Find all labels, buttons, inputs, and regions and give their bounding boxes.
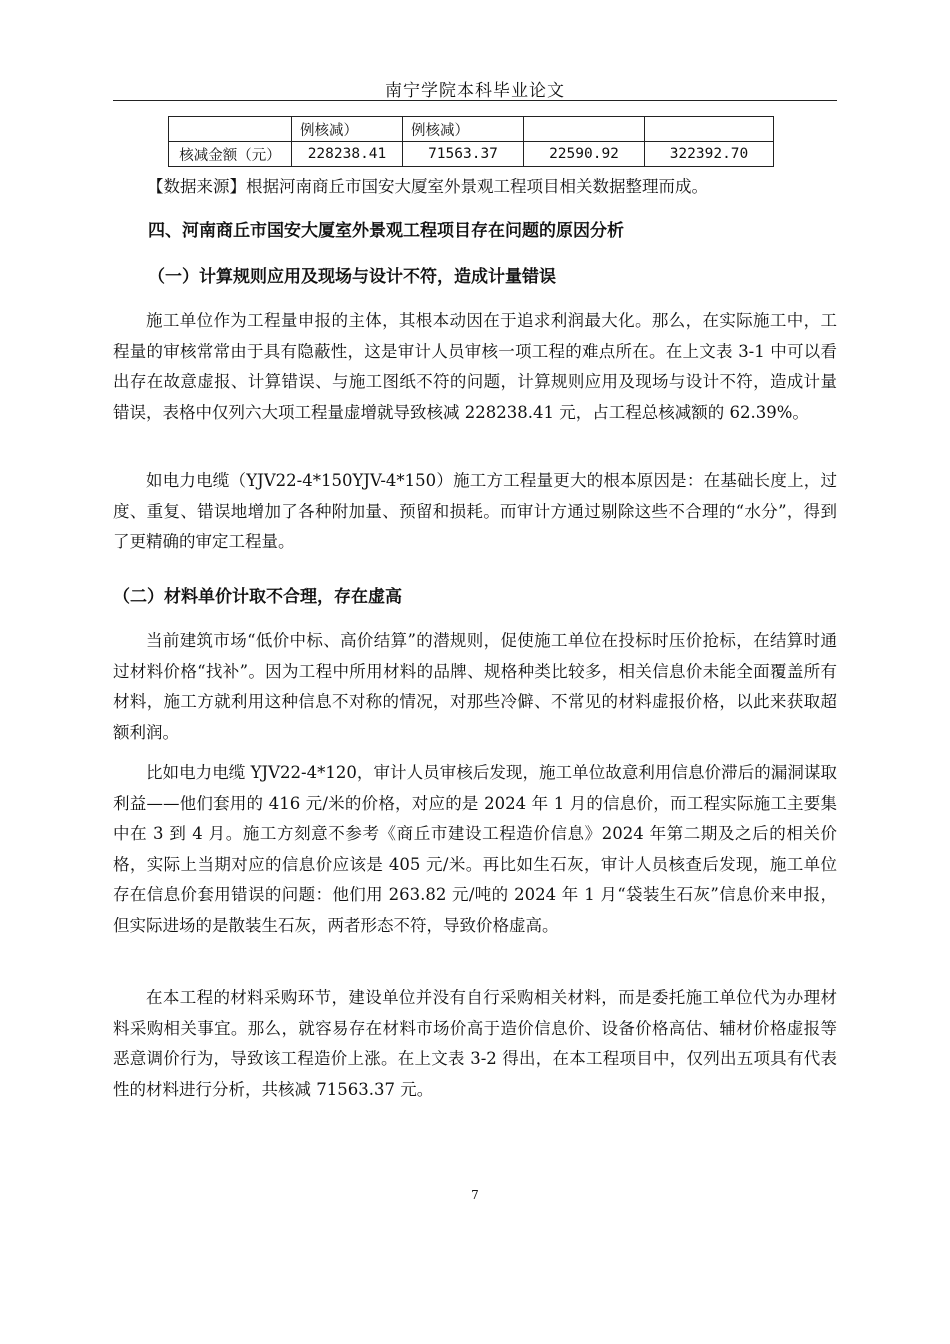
table-cell	[169, 117, 292, 142]
paragraph-2: 如电力电缆（YJV22-4*150YJV-4*150）施工方工程量更大的根本原因是：在基础长度上，过度、重复、错误地增加了各种附加量、预留和损耗。而审计方通过剔除这些不合理的“水分”，得到了更精确的审定工程量。	[113, 471, 837, 551]
subsection-heading-1: （一）计算规则应用及现场与设计不符，造成计量错误	[148, 267, 556, 287]
table-cell: 例核减）	[292, 117, 403, 142]
table-cell: 22590.92	[524, 142, 645, 167]
paragraph-5: 在本工程的材料采购环节，建设单位并没有自行采购相关材料，而是委托施工单位代为办理材料采购相关事宜。那么，就容易存在材料市场价高于造价信息价、设备价格高估、辅材价格虚报等恶意调价行为，导致该工程造价上涨。在上文表 3-2 得出，在本工程项目中，仅列出五项具有代表性的材料进行分析，共核减 71563.37 元。	[113, 988, 837, 1099]
data-source-note: 【数据来源】根据河南商丘市国安大厦室外景观工程项目相关数据整理而成。	[147, 177, 708, 196]
header-rule	[113, 100, 837, 101]
page-header-title: 南宁学院本科毕业论文	[385, 81, 565, 101]
paragraph-4: 比如电力电缆 YJV22-4*120，审计人员审核后发现，施工单位故意利用信息价滞后的漏洞谋取利益——他们套用的 416 元/米的价格，对应的是 2024 年 1 月的信息价，而工程实际施工主要集中在 3 到 4 月。施工方刻意不参考《商丘市建设工程造价信息》2024 年第二期及之后的相关价格，实际上当期对应的信息价应该是 405 元/米。再比如生石灰，审计人员核查后发现，施工单位存在信息价套用错误的问题：他们用 263.82 元/吨的 2024 年 1 月“袋装生石灰”信息价来申报，但实际进场的是散装生石灰，两者形态不符，导致价格虚高。	[113, 763, 837, 935]
table-cell: 71563.37	[403, 142, 524, 167]
table-cell: 核减金额（元）	[169, 142, 292, 167]
table-cell	[645, 117, 774, 142]
paragraph-3: 当前建筑市场“低价中标、高价结算”的潜规则，促使施工单位在投标时压价抢标，在结算时通过材料价格“找补”。因为工程中所用材料的品牌、规格种类比较多，相关信息价未能全面覆盖所有材料，施工方就利用这种信息不对称的情况，对那些冷僻、不常见的材料虚报价格，以此来获取超额利润。	[113, 631, 837, 742]
table-cell	[524, 117, 645, 142]
table-row	[169, 117, 774, 142]
subsection-heading-2: （二）材料单价计取不合理，存在虚高	[113, 587, 402, 607]
deduction-table	[168, 116, 774, 167]
table-cell: 228238.41	[292, 142, 403, 167]
table-row	[169, 142, 774, 167]
table-cell: 例核减）	[403, 117, 524, 142]
paragraph-1: 施工单位作为工程量申报的主体，其根本动因在于追求利润最大化。那么，在实际施工中，工程量的审核常常由于具有隐蔽性，这是审计人员审核一项工程的难点所在。在上文表 3-1 中可以看出存在故意虚报、计算错误、与施工图纸不符的问题，计算规则应用及现场与设计不符，造成计量错误，表格中仅列六大项工程量虚增就导致核减 228238.41 元，占工程总核减额的 62.39%。	[113, 311, 837, 422]
section-heading: 四、河南商丘市国安大厦室外景观工程项目存在问题的原因分析	[148, 221, 624, 241]
page-number: 7	[471, 1188, 479, 1202]
table-cell: 322392.70	[645, 142, 774, 167]
